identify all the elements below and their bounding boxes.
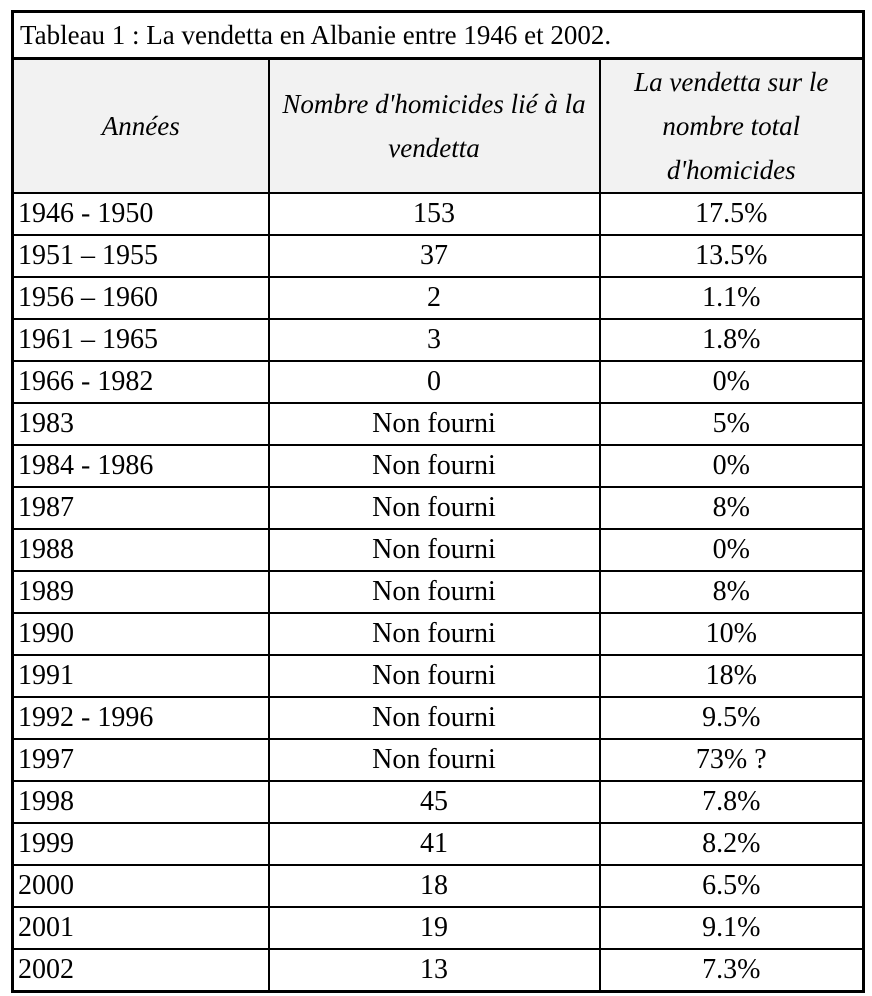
cell-years: 1988	[13, 529, 269, 571]
cell-homicides: 2	[269, 277, 600, 319]
cell-share: 10%	[600, 613, 864, 655]
table-row	[13, 193, 864, 235]
cell-share: 73% ?	[600, 739, 864, 781]
cell-homicides: 3	[269, 319, 600, 361]
cell-years: 1992 - 1996	[13, 697, 269, 739]
cell-share: 8%	[600, 571, 864, 613]
cell-share: 1.8%	[600, 319, 864, 361]
table-row	[13, 613, 864, 655]
table-row	[13, 361, 864, 403]
cell-share: 17.5%	[600, 193, 864, 235]
cell-homicides: 18	[269, 865, 600, 907]
cell-homicides: 19	[269, 907, 600, 949]
cell-share: 0%	[600, 529, 864, 571]
vendetta-table	[11, 10, 865, 993]
table-row	[13, 823, 864, 865]
cell-homicides: Non fourni	[269, 571, 600, 613]
cell-homicides: Non fourni	[269, 613, 600, 655]
cell-share: 7.3%	[600, 949, 864, 992]
cell-homicides: 41	[269, 823, 600, 865]
table-row	[13, 403, 864, 445]
cell-years: 1989	[13, 571, 269, 613]
cell-years: 1987	[13, 487, 269, 529]
table-caption: Tableau 1 : La vendetta en Albanie entre 1946 et 2002.	[13, 12, 864, 59]
cell-years: 1983	[13, 403, 269, 445]
column-header-share: La vendetta sur le nombre total d'homicides	[600, 59, 864, 194]
table-body	[13, 193, 864, 992]
cell-years: 1984 - 1986	[13, 445, 269, 487]
cell-homicides: Non fourni	[269, 655, 600, 697]
cell-years: 1956 – 1960	[13, 277, 269, 319]
cell-homicides: 13	[269, 949, 600, 992]
table-row	[13, 487, 864, 529]
cell-share: 13.5%	[600, 235, 864, 277]
cell-years: 2001	[13, 907, 269, 949]
cell-homicides: Non fourni	[269, 529, 600, 571]
cell-homicides: 45	[269, 781, 600, 823]
cell-share: 7.8%	[600, 781, 864, 823]
cell-share: 6.5%	[600, 865, 864, 907]
cell-share: 9.5%	[600, 697, 864, 739]
cell-share: 5%	[600, 403, 864, 445]
cell-homicides: 153	[269, 193, 600, 235]
column-header-homicides: Nombre d'homicides lié à la vendetta	[269, 59, 600, 194]
cell-years: 1961 – 1965	[13, 319, 269, 361]
table-row	[13, 235, 864, 277]
table-row	[13, 571, 864, 613]
cell-years: 1998	[13, 781, 269, 823]
table-row	[13, 319, 864, 361]
cell-homicides: Non fourni	[269, 403, 600, 445]
cell-share: 18%	[600, 655, 864, 697]
cell-years: 1999	[13, 823, 269, 865]
cell-share: 8%	[600, 487, 864, 529]
cell-homicides: Non fourni	[269, 445, 600, 487]
cell-share: 1.1%	[600, 277, 864, 319]
cell-share: 9.1%	[600, 907, 864, 949]
cell-years: 1991	[13, 655, 269, 697]
cell-homicides: Non fourni	[269, 697, 600, 739]
cell-homicides: Non fourni	[269, 739, 600, 781]
table-row	[13, 739, 864, 781]
table-row	[13, 949, 864, 992]
cell-years: 1997	[13, 739, 269, 781]
table-row	[13, 907, 864, 949]
cell-years: 1966 - 1982	[13, 361, 269, 403]
table-row	[13, 277, 864, 319]
cell-years: 1946 - 1950	[13, 193, 269, 235]
table-row	[13, 697, 864, 739]
cell-years: 2002	[13, 949, 269, 992]
cell-years: 1951 – 1955	[13, 235, 269, 277]
cell-share: 0%	[600, 445, 864, 487]
table-row	[13, 865, 864, 907]
table-row	[13, 445, 864, 487]
table-row	[13, 655, 864, 697]
cell-years: 1990	[13, 613, 269, 655]
table-header-row	[13, 59, 864, 194]
table-row	[13, 781, 864, 823]
cell-share: 0%	[600, 361, 864, 403]
cell-homicides: 0	[269, 361, 600, 403]
table-row	[13, 529, 864, 571]
cell-homicides: Non fourni	[269, 487, 600, 529]
cell-years: 2000	[13, 865, 269, 907]
cell-homicides: 37	[269, 235, 600, 277]
column-header-years: Années	[13, 59, 269, 194]
cell-share: 8.2%	[600, 823, 864, 865]
